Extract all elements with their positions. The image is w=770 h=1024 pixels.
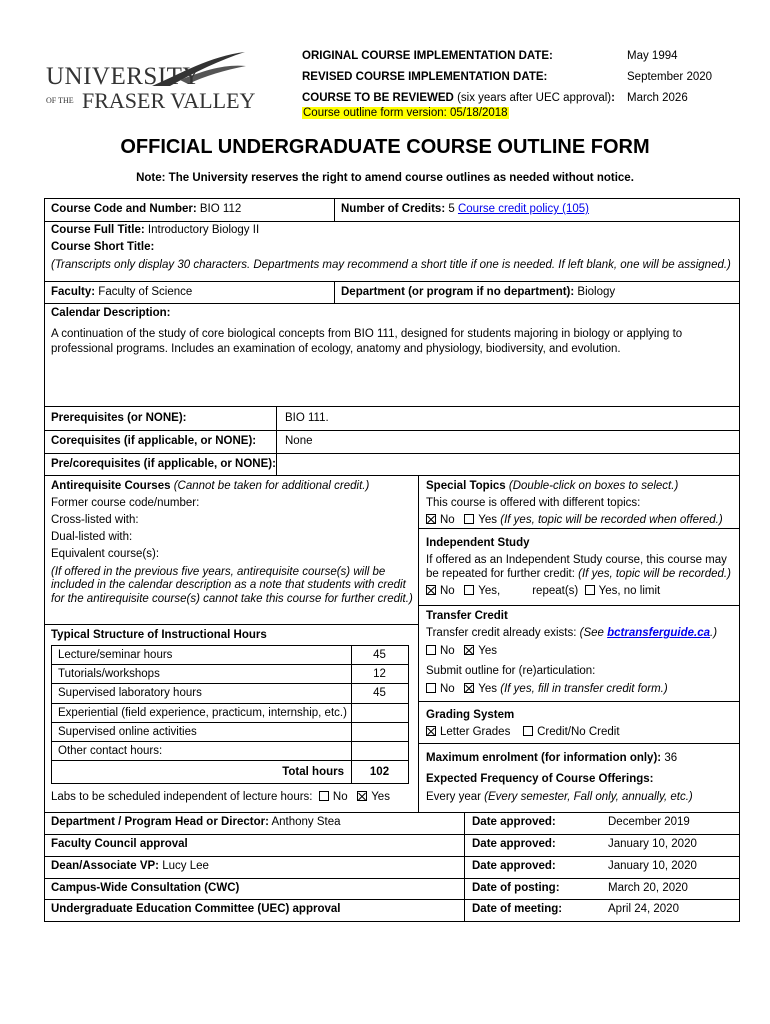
antireq-title-note: (Cannot be taken for additional credit.) bbox=[173, 480, 370, 492]
special-topics-yes-label: Yes bbox=[478, 514, 498, 526]
credit-no-credit-label: Credit/No Credit bbox=[537, 726, 620, 738]
antireq-note-2: included in the calendar description as a note that students with credit bbox=[51, 579, 406, 591]
antireq-note-1: (If offered in the previous five years, antirequisite course(s) will be bbox=[51, 566, 386, 578]
transfer-title: Transfer Credit bbox=[426, 610, 508, 622]
transfer-submit-yes-checkbox[interactable] bbox=[464, 683, 474, 693]
independent-nolimit-label: Yes, no limit bbox=[598, 585, 661, 597]
approval-date: April 24, 2020 bbox=[608, 903, 679, 915]
department-value: Biology bbox=[577, 286, 616, 298]
approval-label: Faculty Council approval bbox=[51, 838, 188, 850]
approval-name: Anthony Stea bbox=[268, 816, 341, 828]
independent-repeat-label: repeat(s) bbox=[532, 585, 579, 597]
credits bbox=[341, 203, 589, 215]
review-label: COURSE TO BE REVIEWED bbox=[302, 92, 454, 104]
hours-row-lab: Supervised laboratory hours bbox=[58, 687, 202, 699]
special-topics-no-checkbox[interactable] bbox=[426, 514, 436, 524]
independent-nolimit-checkbox[interactable] bbox=[585, 585, 595, 595]
max-enrolment-value: 36 bbox=[664, 752, 678, 764]
review-colon: : bbox=[611, 92, 615, 104]
hours-value-lab: 45 bbox=[373, 687, 386, 699]
hours-row-tutorials: Tutorials/workshops bbox=[58, 668, 160, 680]
approval-date-label: Date of meeting: bbox=[472, 903, 563, 915]
hours-value-lecture: 45 bbox=[373, 649, 386, 661]
independent-title: Independent Study bbox=[426, 537, 530, 549]
frequency-note: (Every semester, Fall only, annually, etc.) bbox=[484, 791, 693, 803]
review-value: March 2026 bbox=[627, 92, 688, 104]
transfer-exists-text: Transfer credit already exists: bbox=[426, 627, 577, 639]
approval-label: Undergraduate Education Committee (UEC) approval bbox=[51, 903, 341, 915]
labs-independent bbox=[51, 791, 390, 803]
independent-line1: If offered as an Independent Study course, this course may bbox=[426, 554, 727, 566]
transfer-see: (See bbox=[579, 627, 604, 639]
antireq-cross: Cross-listed with: bbox=[51, 514, 139, 526]
faculty-value: Faculty of Science bbox=[98, 286, 193, 298]
transfer-exists-no-checkbox[interactable] bbox=[426, 645, 436, 655]
hours-row-experiential: Experiential (field experience, practicum, internship, etc.) bbox=[58, 707, 347, 719]
letter-grades-label: Letter Grades bbox=[440, 726, 511, 738]
max-enrolment-label: Maximum enrolment (for information only): bbox=[426, 752, 662, 764]
max-enrolment bbox=[426, 752, 677, 764]
independent-yes-label: Yes, bbox=[478, 585, 501, 597]
calendar-description: A continuation of the study of core biological concepts from BIO 111, designed for students majoring in biology or applying to professional programs. Includes an examination of ecology, anatomy and physiology, biodiversity, and evolution. bbox=[51, 328, 683, 355]
credits-label: Number of Credits: bbox=[341, 203, 446, 215]
approval-label: Dean/Associate VP: bbox=[51, 860, 160, 872]
transfer-submit: Submit outline for (re)articulation: bbox=[426, 665, 596, 677]
total-hours-label: Total hours bbox=[282, 766, 344, 778]
review-line bbox=[302, 92, 615, 104]
short-title-label: Course Short Title: bbox=[51, 241, 155, 253]
transfer-exists-yes-label: Yes bbox=[478, 645, 498, 657]
prereq-value: BIO 111. bbox=[285, 412, 329, 424]
letter-grades-checkbox[interactable] bbox=[426, 726, 436, 736]
transfer-submit-no-checkbox[interactable] bbox=[426, 683, 436, 693]
revised-date-label: REVISED COURSE IMPLEMENTATION DATE: bbox=[302, 71, 548, 83]
hours-row-online: Supervised online activities bbox=[58, 726, 197, 738]
special-topics-options bbox=[426, 514, 723, 526]
precoreq-label: Pre/corequisites (if applicable, or NONE): bbox=[51, 458, 276, 470]
approval-date: January 10, 2020 bbox=[608, 860, 697, 872]
independent-no-checkbox[interactable] bbox=[426, 585, 436, 595]
revised-date-value: September 2020 bbox=[627, 71, 713, 83]
review-note: (six years after UEC approval) bbox=[457, 92, 612, 104]
transfer-submit-options bbox=[426, 683, 668, 695]
prereq-label: Prerequisites (or NONE): bbox=[51, 412, 187, 424]
hours-row-lecture: Lecture/seminar hours bbox=[58, 649, 173, 661]
labs-text: Labs to be scheduled independent of lecture hours: bbox=[51, 791, 313, 803]
coreq-label: Corequisites (if applicable, or NONE): bbox=[51, 435, 257, 447]
transfer-submit-yes-label: Yes bbox=[478, 683, 498, 695]
frequency bbox=[426, 791, 693, 803]
special-topics-yes-checkbox[interactable] bbox=[464, 514, 474, 524]
grading-title: Grading System bbox=[426, 709, 515, 721]
page-title: OFFICIAL UNDERGRADUATE COURSE OUTLINE FORM bbox=[120, 136, 650, 158]
full-title bbox=[51, 224, 259, 236]
antireq-equiv: Equivalent course(s): bbox=[51, 548, 160, 560]
approval-label: Department / Program Head or Director: bbox=[51, 816, 269, 828]
hours-value-tutorials: 12 bbox=[373, 668, 386, 680]
logo-line2: FRASER VALLEY bbox=[82, 88, 256, 113]
approval-date-label: Date approved: bbox=[472, 816, 556, 828]
approval-date-label: Date of posting: bbox=[472, 882, 560, 894]
course-code-value: BIO 112 bbox=[199, 203, 242, 215]
frequency-value: Every year bbox=[426, 791, 481, 803]
logo-prefix: OF THE bbox=[46, 96, 74, 105]
antireq-former: Former course code/number: bbox=[51, 497, 200, 509]
original-date-value: May 1994 bbox=[627, 50, 678, 62]
labs-yes-checkbox[interactable] bbox=[357, 791, 367, 801]
approval-date-label: Date approved: bbox=[472, 860, 556, 872]
independent-line2b: (If yes, topic will be recorded.) bbox=[578, 568, 731, 580]
approval-cwc bbox=[51, 882, 239, 894]
approval-name: Lucy Lee bbox=[159, 860, 209, 872]
antireq-dual: Dual-listed with: bbox=[51, 531, 133, 543]
course-code bbox=[51, 203, 241, 215]
faculty-label: Faculty: bbox=[51, 286, 96, 298]
department-label: Department (or program if no department): bbox=[341, 286, 575, 298]
form-version: Course outline form version: 05/18/2018 bbox=[303, 107, 508, 119]
labs-no-checkbox[interactable] bbox=[319, 791, 329, 801]
transfer-see-end: .) bbox=[710, 627, 718, 639]
frequency-label: Expected Frequency of Course Offerings: bbox=[426, 773, 654, 785]
independent-line2 bbox=[426, 568, 731, 580]
full-title-value: Introductory Biology II bbox=[147, 224, 260, 236]
independent-options bbox=[426, 585, 660, 597]
transfer-exists-yes-checkbox[interactable] bbox=[464, 645, 474, 655]
antireq-note-3: for the antirequisite course(s) cannot take this course for further credit.) bbox=[51, 593, 413, 605]
approval-dept-head bbox=[51, 816, 341, 828]
approval-label: Campus-Wide Consultation (CWC) bbox=[51, 882, 240, 894]
antireq-title bbox=[51, 480, 369, 492]
special-topics-title-note: (Double-click on boxes to select.) bbox=[508, 480, 679, 492]
course-code-label: Course Code and Number: bbox=[51, 203, 197, 215]
approval-faculty-council bbox=[51, 838, 188, 850]
bctransferguide-link[interactable]: bctransferguide.ca bbox=[607, 627, 711, 639]
special-topics-title bbox=[426, 480, 678, 492]
labs-no-label: No bbox=[332, 791, 348, 803]
special-topics-text: This course is offered with different topics: bbox=[426, 497, 641, 509]
approval-dean bbox=[51, 860, 209, 872]
special-topics-no-label: No bbox=[440, 514, 455, 526]
credit-no-credit-checkbox[interactable] bbox=[523, 726, 533, 736]
independent-line2a: be repeated for further credit: bbox=[426, 568, 575, 580]
transfer-submit-yes-note: (If yes, fill in transfer credit form.) bbox=[500, 683, 668, 695]
credits-value: 5 bbox=[448, 203, 455, 215]
calendar-label: Calendar Description: bbox=[51, 307, 171, 319]
department bbox=[341, 286, 615, 298]
faculty bbox=[51, 286, 192, 298]
approval-uec bbox=[51, 903, 340, 915]
transfer-exists bbox=[426, 627, 717, 639]
coreq-value: None bbox=[285, 435, 313, 447]
hours-title: Typical Structure of Instructional Hours bbox=[51, 629, 267, 641]
independent-yes-checkbox[interactable] bbox=[464, 585, 474, 595]
approval-date: January 10, 2020 bbox=[608, 838, 697, 850]
grading-options bbox=[426, 726, 620, 738]
special-topics-title-text: Special Topics bbox=[426, 480, 506, 492]
approval-date-label: Date approved: bbox=[472, 838, 556, 850]
total-hours-value: 102 bbox=[369, 766, 390, 778]
independent-no-label: No bbox=[440, 585, 455, 597]
original-date-label: ORIGINAL COURSE IMPLEMENTATION DATE: bbox=[302, 50, 553, 62]
labs-yes-label: Yes bbox=[371, 791, 390, 803]
antireq-title-text: Antirequisite Courses bbox=[51, 480, 171, 492]
transfer-exists-options bbox=[426, 645, 497, 657]
short-title-note: (Transcripts only display 30 characters. Departments may recommend a short title if one is needed. If left blank, one will be assigned.) bbox=[51, 259, 731, 271]
credit-policy-link[interactable]: Course credit policy (105) bbox=[457, 203, 589, 215]
special-topics-yes-note: (If yes, topic will be recorded when offered.) bbox=[500, 514, 723, 526]
approval-date: March 20, 2020 bbox=[608, 882, 688, 894]
transfer-submit-no-label: No bbox=[440, 683, 455, 695]
page-note: Note: The University reserves the right to amend course outlines as needed without notice. bbox=[136, 172, 634, 184]
approval-date: December 2019 bbox=[608, 816, 690, 828]
logo-line1: UNIVERSITY bbox=[46, 63, 201, 90]
full-title-label: Course Full Title: bbox=[51, 224, 145, 236]
hours-row-other: Other contact hours: bbox=[58, 745, 163, 757]
transfer-exists-no-label: No bbox=[440, 645, 455, 657]
